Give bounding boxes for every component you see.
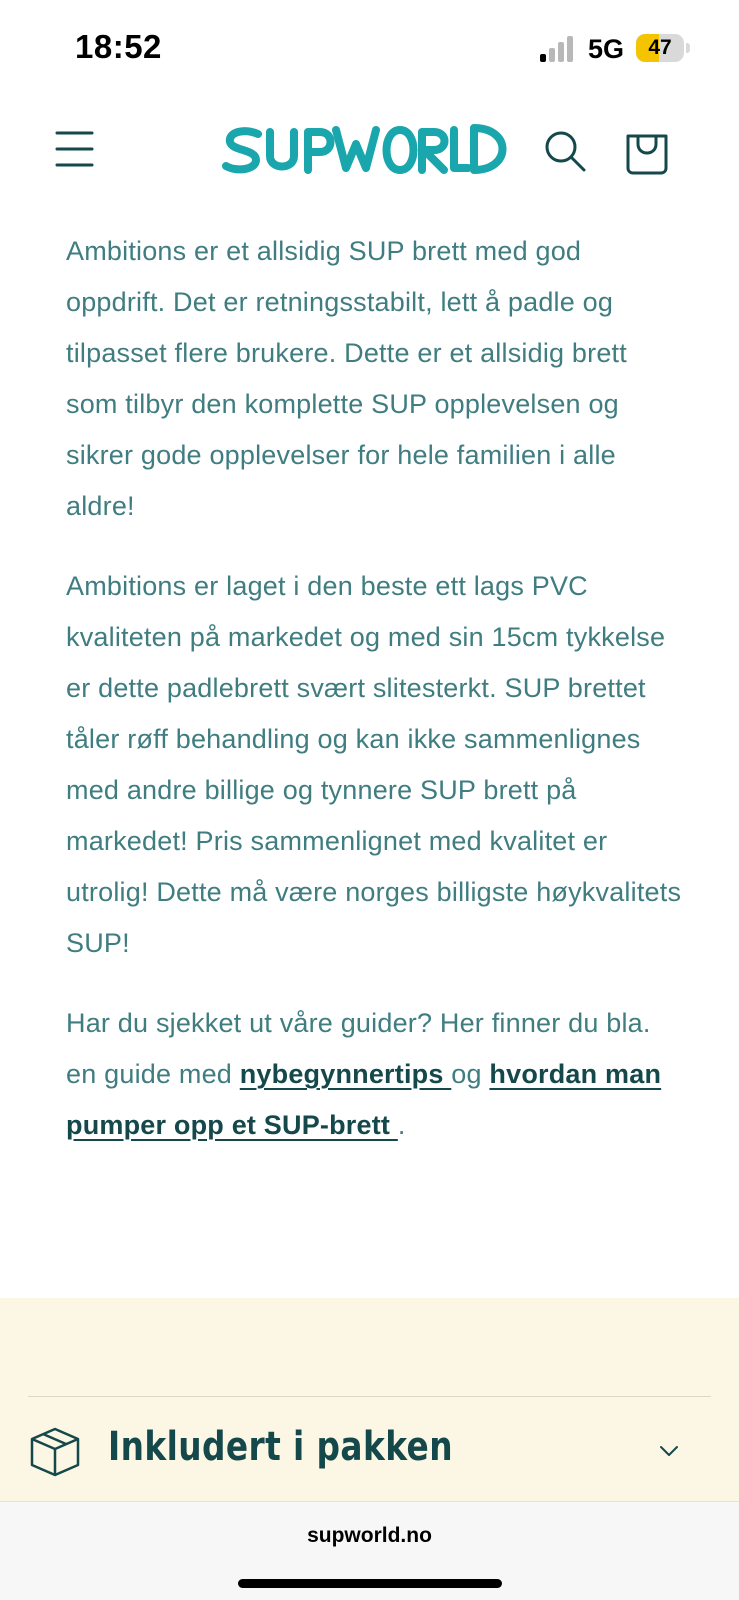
battery-icon [636,34,684,62]
logo-wordmark [222,116,510,186]
chevron-down-icon [658,1440,680,1462]
accordion-included-in-package[interactable] [28,1398,711,1501]
battery-terminal [686,43,690,53]
description-paragraph-2: Ambitions er laget i den beste ett lags PVC kvaliteten på markedet og med sin 15cm tykkelse er dette padlebrett svært slitesterkt. SUP brettet tåler røff behandling og kan ikke sammenlignes med andre billige og tynnere SUP brett på markedet! Pris sammenlignet med kvalitet er utrolig! Dette må være norges billigste høykvalitets SUP! [66,571,682,958]
how-to-pump-sup-link[interactable]: hvordan man pumper opp et SUP-brett [66,1059,662,1140]
signal-bar [558,42,564,62]
beginner-tips-link[interactable]: nybegynnertips [239,1059,452,1089]
supworld-logo[interactable] [222,116,510,186]
guides-text-before: Har du sjekket ut våre guider? Her finner du bla. en guide med [66,1008,651,1089]
accordion-section [0,1298,739,1501]
network-type: 5G [588,34,625,64]
guides-paragraph [66,998,686,1151]
cellular-signal-icon [540,36,580,62]
cart-button[interactable] [622,122,672,176]
menu-button[interactable] [50,124,100,174]
status-bar [0,0,739,90]
hamburger-menu-icon [50,124,100,174]
signal-bar [549,48,555,62]
search-icon [540,126,590,176]
box-icon [28,1425,82,1479]
browser-address-bar[interactable] [0,1501,739,1600]
site-header [0,100,739,200]
guides-text-after: . [397,1110,406,1140]
home-indicator[interactable] [238,1579,502,1588]
signal-bar [567,36,573,62]
product-description [66,226,686,1180]
url-text: supworld.no [307,1524,432,1547]
guides-text-middle: og [451,1059,490,1089]
search-button[interactable] [540,126,590,176]
accordion-divider [28,1396,711,1397]
accordion-title: Inkludert i pakken [108,1424,453,1470]
description-paragraph-1: Ambitions er et allsidig SUP brett med god oppdrift. Det er retningsstabilt, lett å padle og tilpasset flere brukere. Dette er et allsidig brett som tilbyr den komplette SUP opplevelsen og sikrer gode opplevelser for hele familien i alle aldre! [66,236,627,521]
shopping-bag-icon [622,122,672,176]
battery-percentage: 47 [648,36,672,59]
signal-bar [540,54,546,62]
status-time: 18:52 [75,28,162,65]
